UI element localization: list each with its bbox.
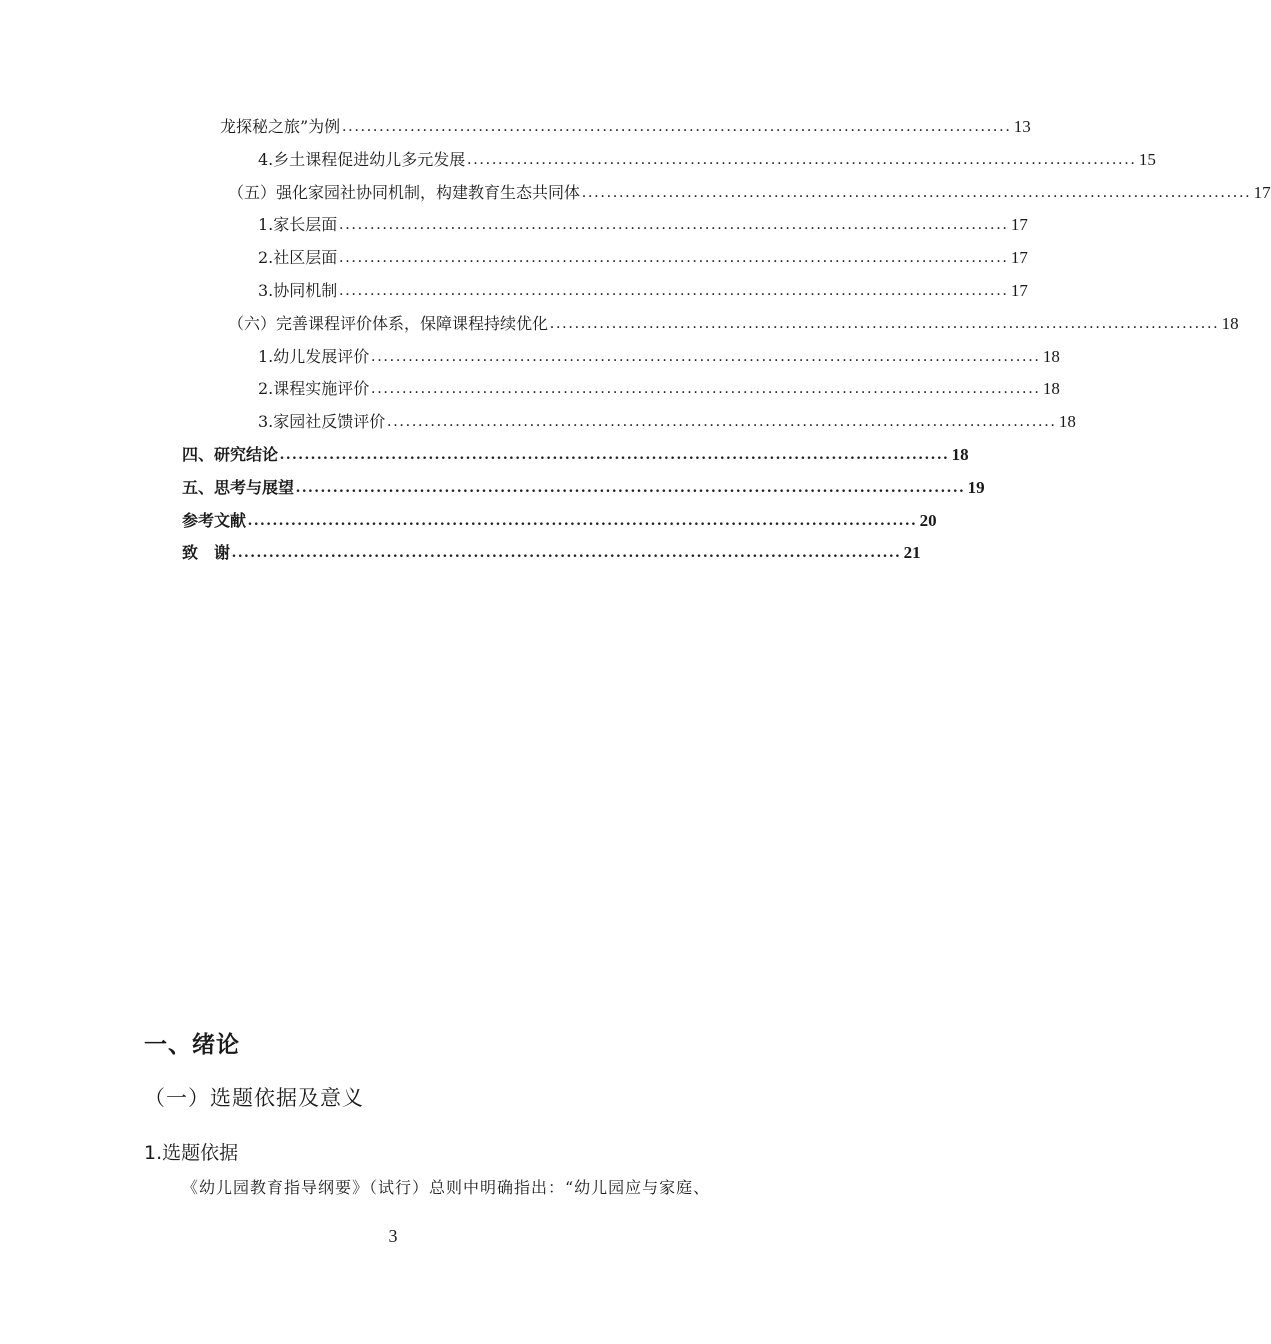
toc-leader-dots: ............................................................................................................ (339, 282, 1009, 299)
toc-entry-title: 龙探秘之旅”为例 (220, 117, 341, 136)
toc-leader-dots: ............................................................................................................ (387, 413, 1057, 430)
toc-leader-dots: ............................................................................................................ (342, 118, 1012, 135)
toc-entry-page: 18 (1042, 347, 1060, 366)
toc-entry-title: 致 谢 (182, 543, 231, 562)
toc-leader-dots: ............................................................................................................ (339, 216, 1009, 233)
toc-entry-page: 13 (1013, 117, 1031, 136)
toc-entry-title: 五、思考与展望 (182, 478, 295, 497)
toc-entry[interactable] (258, 147, 1156, 173)
toc-leader-dots: ............................................................................................................ (232, 544, 902, 561)
toc-entry-page: 17 (1010, 248, 1028, 267)
toc-entry[interactable] (258, 344, 1060, 370)
toc-entry[interactable] (220, 114, 1031, 140)
toc-leader-dots: ............................................................................................................ (550, 315, 1220, 332)
toc-entry[interactable] (228, 180, 1271, 206)
toc-entry-page: 15 (1138, 150, 1156, 169)
toc-entry[interactable] (258, 245, 1028, 271)
toc-leader-dots: ............................................................................................................ (280, 446, 950, 463)
toc-entry-title: 3.家园社反馈评价 (258, 412, 386, 431)
toc-entry-title: （六）完善课程评价体系，保障课程持续优化 (228, 314, 549, 333)
toc-entry-page: 18 (1042, 379, 1060, 398)
page-number: 3 (388, 1226, 398, 1246)
toc-leader-dots: ............................................................................................................ (339, 249, 1009, 266)
toc-entry[interactable] (258, 278, 1028, 304)
toc-entry-page: 19 (967, 478, 985, 497)
toc-leader-dots: ............................................................................................................ (467, 151, 1137, 168)
toc-entry-title: 四、研究结论 (182, 445, 279, 464)
toc-entry-page: 17 (1010, 215, 1028, 234)
subsection-heading: 1.选题依据 (144, 1142, 239, 1164)
toc-entry-page: 21 (903, 543, 921, 562)
toc-leader-dots: ............................................................................................................ (248, 512, 918, 529)
toc-entry-title: 3.协同机制 (258, 281, 338, 300)
toc-entry-title: 2.课程实施评价 (258, 379, 370, 398)
toc-entry[interactable] (228, 311, 1239, 337)
toc-entry-title: 4.乡土课程促进幼儿多元发展 (258, 150, 466, 169)
toc-leader-dots: ............................................................................................................ (582, 184, 1252, 201)
toc-entry[interactable] (258, 409, 1076, 435)
toc-entry-title: 2.社区层面 (258, 248, 338, 267)
body-paragraph: 《幼儿园教育指导纲要》（试行）总则中明确指出：“幼儿园应与家庭、 (182, 1178, 711, 1197)
toc-entry-page: 18 (951, 445, 969, 464)
toc-entry[interactable] (182, 508, 937, 534)
chapter-heading: 一、绪论 (144, 1032, 240, 1058)
toc-entry-page: 18 (1058, 412, 1076, 431)
toc-entry-title: 1.幼儿发展评价 (258, 347, 370, 366)
toc-entry-page: 18 (1221, 314, 1239, 333)
toc-entry-title: 参考文献 (182, 511, 247, 530)
toc-leader-dots: ............................................................................................................ (296, 479, 966, 496)
toc-entry-page: 20 (919, 511, 937, 530)
toc-entry[interactable] (182, 540, 921, 566)
toc-entry[interactable] (258, 212, 1028, 238)
toc-entry-page: 17 (1010, 281, 1028, 300)
toc-entry-page: 17 (1253, 183, 1271, 202)
toc-entry[interactable] (182, 442, 969, 468)
toc-leader-dots: ............................................................................................................ (371, 380, 1041, 397)
toc-entry[interactable] (182, 475, 985, 501)
toc-entry-title: 1.家长层面 (258, 215, 338, 234)
section-heading: （一）选题依据及意义 (144, 1086, 364, 1110)
toc-entry-title: （五）强化家园社协同机制，构建教育生态共同体 (228, 183, 581, 202)
toc-entry[interactable] (258, 376, 1060, 402)
toc-leader-dots: ............................................................................................................ (371, 348, 1041, 365)
